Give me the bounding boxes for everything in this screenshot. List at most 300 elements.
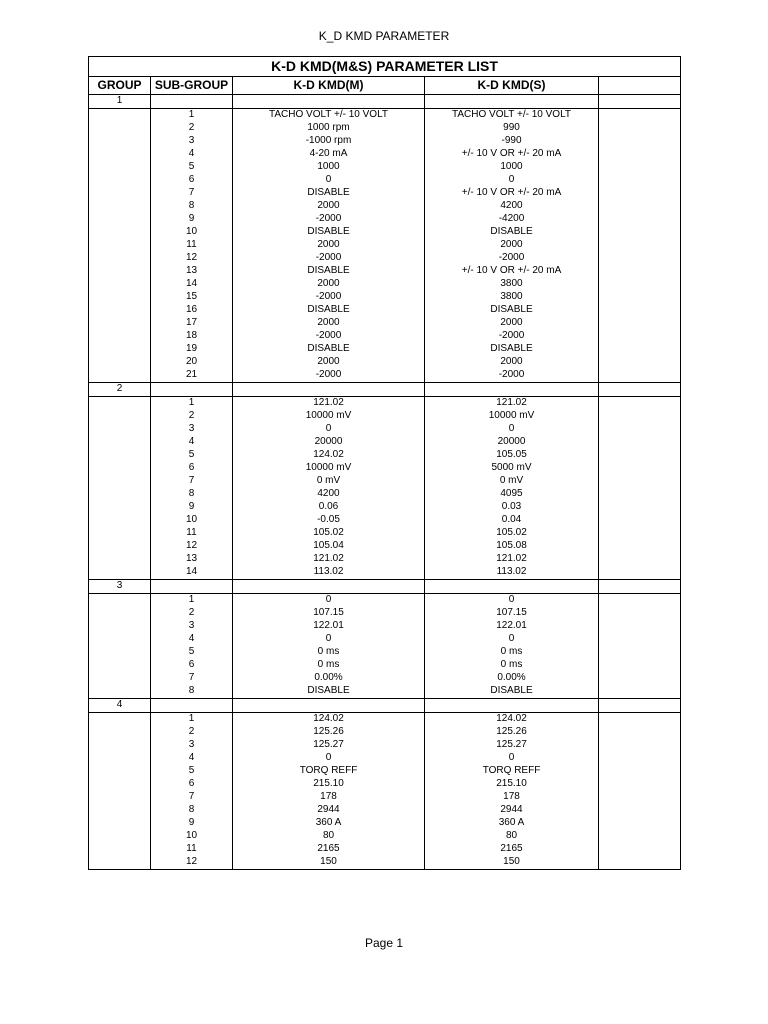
kmd-m-value: 360 A — [233, 817, 425, 830]
kmd-m-value: 113.02 — [233, 566, 425, 580]
kmd-m-value: DISABLE — [233, 265, 425, 278]
sub-group-cell: 4 — [151, 436, 233, 449]
kmd-s-value: 2000 — [425, 317, 599, 330]
blank-cell — [599, 739, 681, 752]
group-blank-cell — [89, 187, 151, 200]
kmd-m-value: 125.26 — [233, 726, 425, 739]
group-blank-cell — [89, 252, 151, 265]
sub-group-cell: 6 — [151, 462, 233, 475]
sub-group-cell: 5 — [151, 449, 233, 462]
parameter-table — [88, 56, 681, 870]
sub-group-cell: 9 — [151, 501, 233, 514]
table-row — [89, 436, 681, 449]
group-blank-cell — [89, 343, 151, 356]
group-row — [89, 383, 681, 397]
kmd-m-value: 10000 mV — [233, 410, 425, 423]
kmd-s-value: 0.04 — [425, 514, 599, 527]
kmd-m-value: -2000 — [233, 213, 425, 226]
sub-group-cell: 7 — [151, 791, 233, 804]
kmd-s-value: 107.15 — [425, 607, 599, 620]
group-row — [89, 699, 681, 713]
table-row — [89, 817, 681, 830]
kmd-s-value: 1000 — [425, 161, 599, 174]
table-row — [89, 475, 681, 488]
table-row — [89, 356, 681, 369]
sub-group-cell: 11 — [151, 843, 233, 856]
kmd-s-value: DISABLE — [425, 343, 599, 356]
sub-group-cell: 4 — [151, 633, 233, 646]
sub-group-cell: 2 — [151, 410, 233, 423]
table-row — [89, 620, 681, 633]
blank-cell — [599, 304, 681, 317]
group-blank-cell — [89, 226, 151, 239]
group-row-blank-cell — [233, 95, 425, 109]
group-blank-cell — [89, 397, 151, 411]
kmd-m-value: 0 mV — [233, 475, 425, 488]
table-row — [89, 501, 681, 514]
kmd-s-value: 113.02 — [425, 566, 599, 580]
table-row — [89, 843, 681, 856]
sub-group-cell: 19 — [151, 343, 233, 356]
kmd-m-value: 4-20 mA — [233, 148, 425, 161]
kmd-s-value: 360 A — [425, 817, 599, 830]
group-blank-cell — [89, 659, 151, 672]
group-row-blank-cell — [151, 95, 233, 109]
kmd-s-value: 0 ms — [425, 646, 599, 659]
column-header-row — [89, 77, 681, 95]
sub-group-cell: 8 — [151, 685, 233, 699]
blank-cell — [599, 317, 681, 330]
blank-cell — [599, 843, 681, 856]
kmd-s-value: 0 — [425, 423, 599, 436]
group-blank-cell — [89, 304, 151, 317]
table-row — [89, 135, 681, 148]
table-row — [89, 672, 681, 685]
blank-cell — [599, 187, 681, 200]
kmd-m-value: 2000 — [233, 317, 425, 330]
table-row — [89, 566, 681, 580]
group-row-blank-cell — [233, 580, 425, 594]
table-row — [89, 122, 681, 135]
kmd-s-value: 10000 mV — [425, 410, 599, 423]
blank-cell — [599, 356, 681, 369]
blank-cell — [599, 397, 681, 411]
table-row — [89, 659, 681, 672]
kmd-m-value: 0 ms — [233, 646, 425, 659]
group-row — [89, 580, 681, 594]
sub-group-cell: 12 — [151, 540, 233, 553]
blank-cell — [599, 122, 681, 135]
group-row-blank-cell — [151, 383, 233, 397]
kmd-m-value: -2000 — [233, 369, 425, 383]
kmd-m-value: -2000 — [233, 252, 425, 265]
table-row — [89, 226, 681, 239]
blank-cell — [599, 659, 681, 672]
kmd-s-value: 5000 mV — [425, 462, 599, 475]
sub-group-cell: 17 — [151, 317, 233, 330]
table-row — [89, 633, 681, 646]
blank-cell — [599, 291, 681, 304]
table-row — [89, 804, 681, 817]
table-row — [89, 200, 681, 213]
group-blank-cell — [89, 475, 151, 488]
blank-cell — [599, 856, 681, 870]
kmd-m-value: 10000 mV — [233, 462, 425, 475]
kmd-m-value: 0.06 — [233, 501, 425, 514]
blank-cell — [599, 514, 681, 527]
kmd-m-value: DISABLE — [233, 187, 425, 200]
kmd-s-value: 0 — [425, 594, 599, 608]
group-blank-cell — [89, 672, 151, 685]
sub-group-cell: 8 — [151, 804, 233, 817]
kmd-m-value: 124.02 — [233, 449, 425, 462]
blank-cell — [599, 594, 681, 608]
group-blank-cell — [89, 436, 151, 449]
group-blank-cell — [89, 148, 151, 161]
kmd-s-value: 215.10 — [425, 778, 599, 791]
kmd-m-value: 105.04 — [233, 540, 425, 553]
kmd-m-value: -2000 — [233, 330, 425, 343]
group-blank-cell — [89, 265, 151, 278]
group-row-blank-cell — [425, 95, 599, 109]
blank-cell — [599, 791, 681, 804]
blank-cell — [599, 410, 681, 423]
kmd-s-value: 0 — [425, 752, 599, 765]
kmd-s-value: 105.02 — [425, 527, 599, 540]
kmd-s-value: -4200 — [425, 213, 599, 226]
kmd-m-value: 2165 — [233, 843, 425, 856]
group-number: 4 — [89, 699, 151, 713]
group-row-blank-cell — [425, 383, 599, 397]
sub-group-cell: 8 — [151, 488, 233, 501]
table-row — [89, 726, 681, 739]
kmd-s-value: 124.02 — [425, 713, 599, 727]
group-blank-cell — [89, 713, 151, 727]
kmd-m-value: 105.02 — [233, 527, 425, 540]
kmd-m-value: 1000 — [233, 161, 425, 174]
kmd-s-value: 0 ms — [425, 659, 599, 672]
group-blank-cell — [89, 449, 151, 462]
kmd-m-value: 0 — [233, 752, 425, 765]
column-header-subgroup: SUB-GROUP — [151, 77, 233, 95]
kmd-s-value: 105.05 — [425, 449, 599, 462]
group-blank-cell — [89, 410, 151, 423]
table-row — [89, 540, 681, 553]
sub-group-cell: 18 — [151, 330, 233, 343]
group-row-blank-cell — [233, 699, 425, 713]
group-blank-cell — [89, 856, 151, 870]
sub-group-cell: 11 — [151, 527, 233, 540]
kmd-s-value: 105.08 — [425, 540, 599, 553]
group-blank-cell — [89, 726, 151, 739]
kmd-s-value: TACHO VOLT +/- 10 VOLT — [425, 109, 599, 123]
page-header: K_D KMD PARAMETER — [318, 29, 450, 43]
kmd-m-value: DISABLE — [233, 304, 425, 317]
sub-group-cell: 14 — [151, 278, 233, 291]
blank-cell — [599, 685, 681, 699]
kmd-m-value: DISABLE — [233, 226, 425, 239]
sub-group-cell: 13 — [151, 553, 233, 566]
sub-group-cell: 3 — [151, 135, 233, 148]
blank-cell — [599, 278, 681, 291]
group-number: 1 — [89, 95, 151, 109]
group-blank-cell — [89, 791, 151, 804]
kmd-s-value: 0.03 — [425, 501, 599, 514]
blank-cell — [599, 566, 681, 580]
kmd-m-value: 4200 — [233, 488, 425, 501]
kmd-s-value: TORQ REFF — [425, 765, 599, 778]
kmd-m-value: 124.02 — [233, 713, 425, 727]
sub-group-cell: 7 — [151, 672, 233, 685]
group-blank-cell — [89, 109, 151, 123]
table-row — [89, 265, 681, 278]
kmd-s-value: 990 — [425, 122, 599, 135]
table-row — [89, 213, 681, 226]
blank-cell — [599, 252, 681, 265]
kmd-s-value: 125.26 — [425, 726, 599, 739]
group-blank-cell — [89, 200, 151, 213]
blank-cell — [599, 646, 681, 659]
sub-group-cell: 10 — [151, 830, 233, 843]
blank-cell — [599, 109, 681, 123]
kmd-s-value: DISABLE — [425, 304, 599, 317]
kmd-m-value: TACHO VOLT +/- 10 VOLT — [233, 109, 425, 123]
group-blank-cell — [89, 488, 151, 501]
kmd-s-value: -2000 — [425, 369, 599, 383]
group-row-blank-cell — [425, 699, 599, 713]
kmd-s-value: 122.01 — [425, 620, 599, 633]
table-row — [89, 317, 681, 330]
sub-group-cell: 4 — [151, 752, 233, 765]
sub-group-cell: 1 — [151, 109, 233, 123]
blank-cell — [599, 265, 681, 278]
sub-group-cell: 5 — [151, 161, 233, 174]
group-blank-cell — [89, 161, 151, 174]
kmd-m-value: 2000 — [233, 200, 425, 213]
table-row — [89, 830, 681, 843]
table-row — [89, 739, 681, 752]
sub-group-cell: 10 — [151, 226, 233, 239]
table-row — [89, 778, 681, 791]
table-row — [89, 278, 681, 291]
sub-group-cell: 3 — [151, 620, 233, 633]
kmd-s-value: 0 mV — [425, 475, 599, 488]
table-row — [89, 304, 681, 317]
sub-group-cell: 10 — [151, 514, 233, 527]
kmd-s-value: 0.00% — [425, 672, 599, 685]
kmd-m-value: 1000 rpm — [233, 122, 425, 135]
group-blank-cell — [89, 594, 151, 608]
kmd-m-value: 0 — [233, 633, 425, 646]
group-blank-cell — [89, 633, 151, 646]
blank-cell — [599, 778, 681, 791]
sub-group-cell: 16 — [151, 304, 233, 317]
table-body — [89, 95, 681, 870]
sub-group-cell: 4 — [151, 148, 233, 161]
sub-group-cell: 8 — [151, 200, 233, 213]
kmd-s-value: 150 — [425, 856, 599, 870]
kmd-m-value: 150 — [233, 856, 425, 870]
blank-cell — [599, 501, 681, 514]
kmd-s-value: 121.02 — [425, 397, 599, 411]
kmd-s-value: -990 — [425, 135, 599, 148]
group-number: 2 — [89, 383, 151, 397]
group-blank-cell — [89, 778, 151, 791]
table-row — [89, 856, 681, 870]
blank-cell — [599, 226, 681, 239]
kmd-m-value: 121.02 — [233, 553, 425, 566]
blank-cell — [599, 239, 681, 252]
sub-group-cell: 20 — [151, 356, 233, 369]
blank-cell — [599, 449, 681, 462]
kmd-m-value: 0 ms — [233, 659, 425, 672]
group-blank-cell — [89, 739, 151, 752]
kmd-m-value: 125.27 — [233, 739, 425, 752]
group-blank-cell — [89, 501, 151, 514]
table-row — [89, 488, 681, 501]
blank-cell — [599, 752, 681, 765]
table-row — [89, 343, 681, 356]
table-row — [89, 397, 681, 411]
sub-group-cell: 7 — [151, 187, 233, 200]
table-row — [89, 462, 681, 475]
group-blank-cell — [89, 330, 151, 343]
table-row — [89, 752, 681, 765]
kmd-s-value: 2944 — [425, 804, 599, 817]
kmd-s-value: 4200 — [425, 200, 599, 213]
group-row-blank-cell — [151, 699, 233, 713]
group-blank-cell — [89, 685, 151, 699]
kmd-s-value: 4095 — [425, 488, 599, 501]
sub-group-cell: 11 — [151, 239, 233, 252]
sub-group-cell: 14 — [151, 566, 233, 580]
group-blank-cell — [89, 213, 151, 226]
sub-group-cell: 9 — [151, 213, 233, 226]
sub-group-cell: 12 — [151, 252, 233, 265]
table-row — [89, 239, 681, 252]
kmd-m-value: 2000 — [233, 239, 425, 252]
kmd-s-value: 3800 — [425, 278, 599, 291]
sub-group-cell: 3 — [151, 423, 233, 436]
kmd-m-value: 20000 — [233, 436, 425, 449]
kmd-s-value: 0 — [425, 174, 599, 187]
group-blank-cell — [89, 527, 151, 540]
sub-group-cell: 7 — [151, 475, 233, 488]
blank-cell — [599, 148, 681, 161]
table-row — [89, 713, 681, 727]
kmd-s-value: 0 — [425, 633, 599, 646]
kmd-m-value: DISABLE — [233, 343, 425, 356]
group-blank-cell — [89, 356, 151, 369]
table-row — [89, 148, 681, 161]
table-row — [89, 410, 681, 423]
group-blank-cell — [89, 817, 151, 830]
kmd-s-value: 178 — [425, 791, 599, 804]
kmd-s-value: 2000 — [425, 239, 599, 252]
table-row — [89, 646, 681, 659]
kmd-m-value: 122.01 — [233, 620, 425, 633]
kmd-s-value: -2000 — [425, 252, 599, 265]
blank-cell — [599, 607, 681, 620]
sub-group-cell: 21 — [151, 369, 233, 383]
kmd-s-value: 2000 — [425, 356, 599, 369]
group-blank-cell — [89, 239, 151, 252]
group-number: 3 — [89, 580, 151, 594]
kmd-s-value: -2000 — [425, 330, 599, 343]
table-row — [89, 330, 681, 343]
table-title: K-D KMD(M&S) PARAMETER LIST — [89, 57, 681, 77]
blank-cell — [599, 475, 681, 488]
kmd-m-value: 0 — [233, 423, 425, 436]
kmd-s-value: +/- 10 V OR +/- 20 mA — [425, 148, 599, 161]
table-row — [89, 369, 681, 383]
group-row — [89, 95, 681, 109]
sub-group-cell: 1 — [151, 713, 233, 727]
kmd-m-value: 215.10 — [233, 778, 425, 791]
kmd-s-value: 80 — [425, 830, 599, 843]
sub-group-cell: 2 — [151, 122, 233, 135]
kmd-s-value: 3800 — [425, 291, 599, 304]
group-blank-cell — [89, 135, 151, 148]
kmd-m-value: DISABLE — [233, 685, 425, 699]
blank-cell — [599, 620, 681, 633]
table-row — [89, 607, 681, 620]
group-row-blank-cell — [599, 95, 681, 109]
kmd-m-value: -0.05 — [233, 514, 425, 527]
blank-cell — [599, 200, 681, 213]
sub-group-cell: 6 — [151, 659, 233, 672]
table-row — [89, 765, 681, 778]
kmd-s-value: 121.02 — [425, 553, 599, 566]
table-row — [89, 291, 681, 304]
blank-cell — [599, 330, 681, 343]
table-row — [89, 791, 681, 804]
kmd-m-value: 178 — [233, 791, 425, 804]
blank-cell — [599, 462, 681, 475]
blank-cell — [599, 135, 681, 148]
group-blank-cell — [89, 174, 151, 187]
sub-group-cell: 15 — [151, 291, 233, 304]
sub-group-cell: 6 — [151, 778, 233, 791]
table-row — [89, 109, 681, 123]
kmd-m-value: 2000 — [233, 356, 425, 369]
group-blank-cell — [89, 540, 151, 553]
blank-cell — [599, 369, 681, 383]
group-blank-cell — [89, 765, 151, 778]
kmd-s-value: 2165 — [425, 843, 599, 856]
sub-group-cell: 3 — [151, 739, 233, 752]
column-header-kmd-s: K-D KMD(S) — [425, 77, 599, 95]
sub-group-cell: 9 — [151, 817, 233, 830]
group-row-blank-cell — [599, 383, 681, 397]
group-blank-cell — [89, 553, 151, 566]
kmd-m-value: TORQ REFF — [233, 765, 425, 778]
group-row-blank-cell — [233, 383, 425, 397]
sub-group-cell: 13 — [151, 265, 233, 278]
sub-group-cell: 5 — [151, 646, 233, 659]
blank-cell — [599, 633, 681, 646]
sub-group-cell: 1 — [151, 594, 233, 608]
column-header-kmd-m: K-D KMD(M) — [233, 77, 425, 95]
blank-cell — [599, 713, 681, 727]
kmd-m-value: 107.15 — [233, 607, 425, 620]
group-blank-cell — [89, 752, 151, 765]
blank-cell — [599, 804, 681, 817]
blank-cell — [599, 436, 681, 449]
group-row-blank-cell — [425, 580, 599, 594]
table-row — [89, 252, 681, 265]
group-blank-cell — [89, 646, 151, 659]
